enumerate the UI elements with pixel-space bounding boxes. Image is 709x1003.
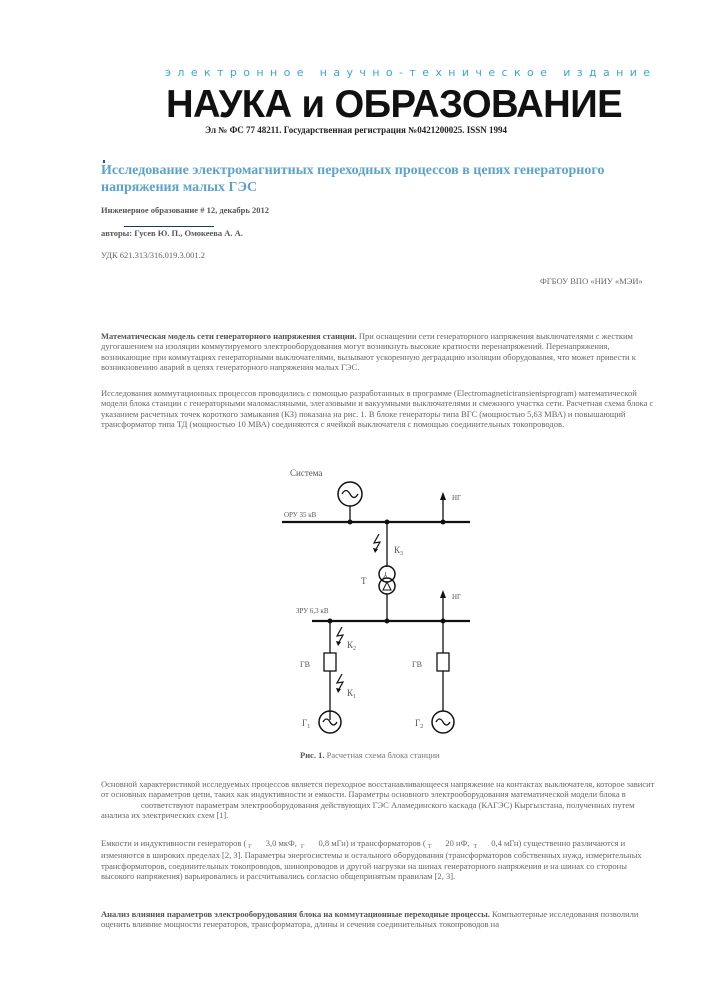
value-ct: 20 нФ, <box>445 838 470 848</box>
divider-line <box>124 226 214 227</box>
delta-symbol-icon <box>383 582 391 590</box>
load-hv-label: НГ <box>452 494 462 502</box>
sine-icon <box>342 491 358 498</box>
paragraph-heading: Математическая модель сети генераторного напряжения станции. <box>101 331 357 341</box>
paragraph-text: Емкости и индуктивности генераторов ( <box>101 838 247 848</box>
subscript: Т <box>427 844 432 850</box>
system-label: Система <box>290 468 323 478</box>
udk-code: УДК 621.313/316.019.3.001.2 <box>101 250 205 260</box>
organization: ФГБОУ ВПО «НИУ «МЭИ» <box>540 276 643 286</box>
paragraph-model <box>101 331 661 372</box>
authors-line: авторы: Гусев Ю. П., Омокеева А. А. <box>101 228 243 238</box>
breaker-2-label: ГВ <box>412 660 422 669</box>
fault-k2-label: $К_2$ <box>347 640 357 652</box>
paragraph-text: соответствуют параметрам электрооборудования действующих ГЭС Аламединского каскада (КАГЭС) Кыргызстана, полученных путем анализа их электрических схем [1]. <box>101 799 635 820</box>
journal-masthead: НАУКА и ОБРАЗОВАНИЕ <box>166 83 622 126</box>
caption-text: Расчетная схема блока станции <box>324 750 440 760</box>
fault-arrow-icon <box>336 641 341 646</box>
paragraph-text: При оснащении сети генераторного напряжения выключателями с жестким дугогашением на изоляции коммутируемого электрооборудования могут возникнуть высокие кратности перенапряжений. Перенапряжения, возникающие при коммутациях генераторными выключателями, вызывают ускоренную деградацию изоляции оборудования, что может привести к возникновению аварий в цепях генераторного напряжения малых ГЭС. <box>101 331 636 372</box>
wye-symbol-icon: ⅄ <box>383 571 388 580</box>
subscript: Г <box>301 844 305 850</box>
breaker-1-icon <box>324 653 336 671</box>
journal-tagline: электронное научно-техническое издание <box>165 66 657 79</box>
figure-caption <box>300 750 440 760</box>
value-cg: 3,0 мкФ, <box>265 838 297 848</box>
fault-k3-label: $К_3$ <box>394 545 404 557</box>
sine-icon <box>436 719 450 725</box>
bus-lv-label: ЗРУ 6,3 кВ <box>296 607 329 615</box>
arrow-up-icon <box>440 590 446 598</box>
fault-arrow-icon <box>373 548 378 553</box>
node <box>348 520 353 525</box>
generator-2-label: $Г_2$ <box>415 718 424 730</box>
issue-info: Инженерное образование # 12, декабрь 2012 <box>101 205 270 215</box>
paragraph-heading: Анализ влияния параметров электрооборудования блока на коммутационные переходные процессы. <box>101 909 490 919</box>
breaker-2-icon <box>437 653 449 671</box>
article-title: Исследование электромагнитных переходных процессов в цепях генераторного напряжения малых ГЭС <box>101 163 605 195</box>
arrow-up-icon <box>440 492 446 500</box>
transformer-label: Т <box>361 576 367 586</box>
paragraph-parameters <box>101 838 661 881</box>
paragraph-research <box>101 388 661 429</box>
subscript: Г <box>248 844 252 850</box>
fault-k1-label: $К_1$ <box>347 688 357 700</box>
transformer-winding-lv-icon <box>379 578 395 594</box>
paragraph-characteristics <box>101 779 661 820</box>
breaker-1-label: ГВ <box>300 660 310 669</box>
bus-hv-label: ОРУ 35 кВ <box>284 511 317 519</box>
paragraph-text: Исследования коммутационных процессов проводились с помощью разработанных в программе (Electromagnetictransientsprogram) математической модели блока станции с генераторными маломасляными, элегазовыми и вакуумными выключателями и смежного участка сети. Расчетная схема блока с указанием расчетных точек короткого замыкания (КЗ) показана на рис. 1. В блоке генераторы типа ВГС (мощностью 5,63 МВА) и повышающий трансформатор типа ТД (мощностью 10 МВА) соединяются с ячейкой выключателя с помощью соединительных токопроводов. <box>101 388 654 429</box>
load-lv-label: НГ <box>452 593 462 601</box>
paragraph-text: Основной характеристикой исследуемых процессов является переходное восстанавливающееся напряжение на контактах выключателя, которое зависит от основных параметров цепи, таких как индуктивности и емкости. Параметры основного электрооборудования математической модели блока в <box>101 779 655 800</box>
fault-arrow-icon <box>336 688 341 693</box>
registration-line: Эл № ФС 77 48211. Государственная регистрация №0421200025. ISSN 1994 <box>205 125 507 135</box>
subscript: Т <box>473 844 478 850</box>
value-lg: 0,8 мГн) и трансформаторов ( <box>318 838 426 848</box>
paragraph-text: Компьютерные исследования позволили оценить влияние мощности генераторов, трансформатора, длины и сечения соединительных токопроводов на <box>101 909 639 930</box>
paragraph-analysis <box>101 909 661 930</box>
generator-1-label: $Г_1$ <box>302 718 311 730</box>
value-lt: 0,4 мГн) существенно различаются и изменяются в широких пределах [2, 3]. Параметры энергосистемы и остального оборудования (трансформаторов собственных нужд, измерительных трансформаторов, соединительных токопроводов, шинопроводов и другой нагрузки на шинах генераторного напряжения и на шинах со стороны высокого напряжения) варьировались и рассчитывались согласно общепринятым правилам [2, 3]. <box>101 838 642 881</box>
circuit-diagram <box>270 460 480 745</box>
caption-number: Рис. 1. <box>300 750 325 760</box>
node <box>385 619 390 624</box>
